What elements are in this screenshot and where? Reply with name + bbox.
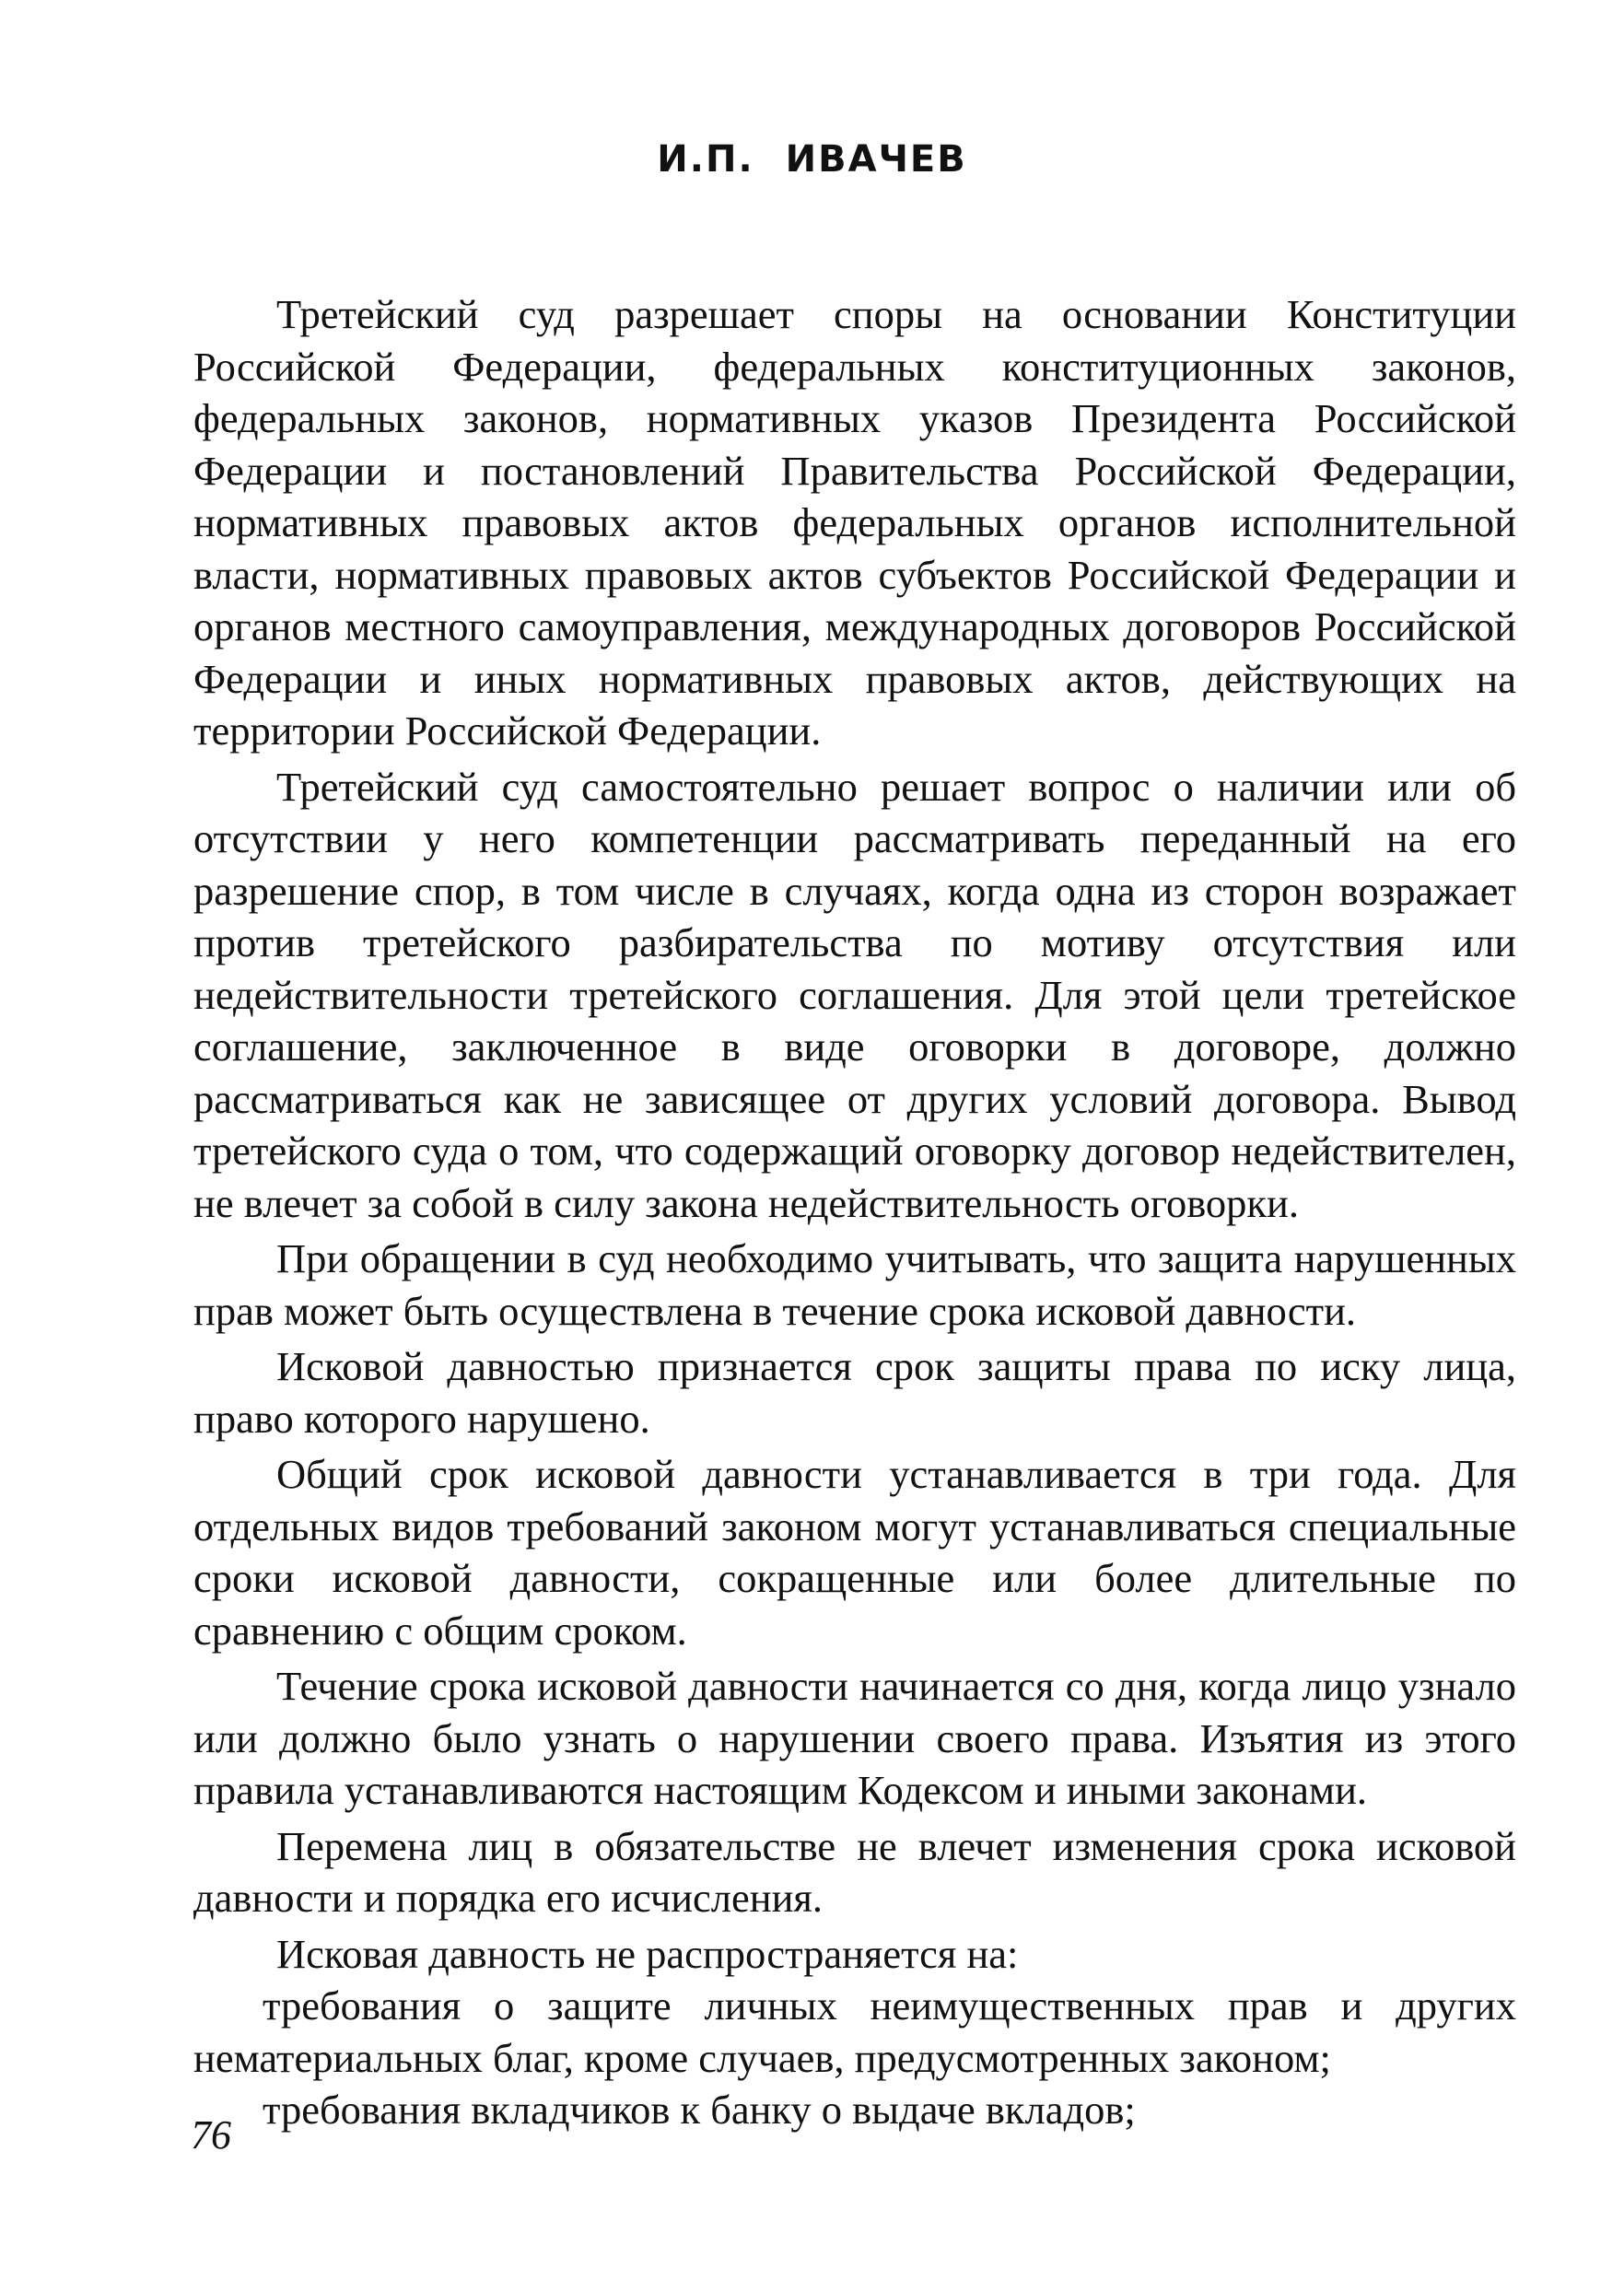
author-surname: ИВАЧЕВ (785, 138, 967, 181)
paragraph: Перемена лиц в обязательстве не влечет изменения срока исковой давности и порядка его исчисления. (193, 1822, 1516, 1921)
paragraph: Общий срок исковой давности устанавливается в три года. Для отдельных видов требований законом могут устанавливаться специальные сроки исковой давности, сокращенные или более длительные по сравнению с общим сроком. (193, 1451, 1516, 1654)
running-header (0, 138, 1624, 181)
paragraph: Исковой давностью признается срок защиты права по иску лица, право которого нарушено. (193, 1343, 1516, 1442)
list-item: требования вкладчиков к банку о выдаче вкладов; (263, 2087, 1136, 2133)
paragraph: Течение срока исковой давности начинается со дня, когда лицо узнало или должно было узнать о нарушении своего права. Изъятия из этого правила устанавливаются настоящим Кодексом и иными законами. (193, 1663, 1516, 1813)
list-item: требования о защите личных неимущественных прав и других нематериальных благ, кроме случаев, предусмотренных законом; (193, 1982, 1516, 2081)
paragraph: При обращении в суд необходимо учитывать, что защита нарушенных прав может быть осуществлена в течение срока исковой давности. (193, 1235, 1516, 1334)
body-text (193, 288, 1516, 2136)
paragraph: Третейский суд разрешает споры на основании Конституции Российской Федерации, федеральных конституционных законов, федеральных законов, нормативных указов Президента Российской Федерации и постановлений Правительства Российской Федерации, нормативных правовых актов федеральных органов исполнительной власти, нормативных правовых актов субъектов Российской Федерации и органов местного самоуправления, международных договоров Российской Федерации и иных нормативных правовых актов, действующих на территории Российской Федерации. (193, 291, 1516, 754)
paragraph: Исковая давность не распространяется на: (276, 1930, 1019, 1977)
page-number: 76 (191, 2112, 231, 2158)
paragraph: Третейский суд самостоятельно решает вопрос о наличии или об отсутствии у него компетенции рассматривать переданный на его разрешение спор, в том числе в случаях, когда одна из сторон возражает против третейского разбирательства по мотиву отсутствия или недействительности третейского соглашения. Для этой цели третейское соглашение, заключенное в виде оговорки в договоре, должно рассматриваться как не зависящее от других условий договора. Вывод третейского суда о том, что содержащий оговорку договор недействителен, не влечет за собой в силу закона недействительность оговорки. (193, 763, 1516, 1226)
author-initials: И.П. (657, 138, 754, 181)
